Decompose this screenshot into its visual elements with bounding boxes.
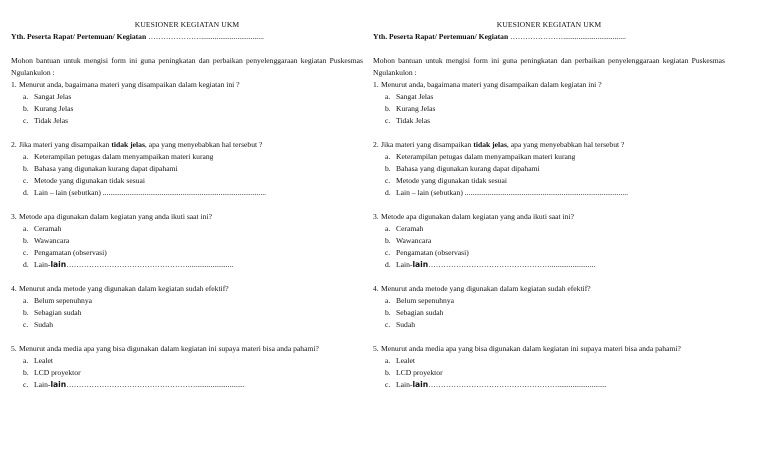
question-number: 1. [11, 80, 17, 89]
question-text-pre: Jika materi yang disampaikan [381, 140, 474, 149]
question-text-post: , apa yang menyebabkan hal tersebut ? [506, 140, 625, 149]
option-text: Kurang Jelas [396, 104, 436, 113]
question-text [381, 139, 725, 151]
option-text-pre: Lain- [396, 260, 413, 269]
questionnaire-left [11, 19, 363, 403]
option-d [373, 187, 725, 199]
addressee-line [11, 31, 363, 43]
question-number: 4. [373, 284, 379, 293]
option-dots: …………………………………………........................ [428, 260, 596, 269]
question-5 [11, 343, 363, 391]
option-letter: d. [385, 188, 391, 197]
question-number: 5. [11, 344, 17, 353]
intro-text: Mohon bantuan untuk mengisi form ini guna peningkatan dan perbaikan penyelenggaraan kegiatan Puskesmas Ngulankulon : [373, 56, 725, 77]
option-text: Pengamatan (observasi) [34, 248, 107, 257]
option-letter: a. [385, 92, 391, 101]
option-letter: b. [385, 236, 391, 245]
question-4 [11, 283, 363, 331]
option-a [11, 355, 363, 367]
questionnaire-right [373, 19, 725, 403]
option-a [373, 151, 725, 163]
option-letter: d. [23, 260, 29, 269]
option-text: Belum sepenuhnya [34, 296, 92, 305]
option-letter: b. [385, 308, 391, 317]
option-a [373, 355, 725, 367]
addressee-line [373, 31, 725, 43]
option-b [373, 367, 725, 379]
option-letter: b. [23, 164, 29, 173]
addressee-label: Yth. Peserta Rapat/ Pertemuan/ Kegiatan [373, 32, 509, 41]
option-c [373, 247, 725, 259]
option-a [11, 151, 363, 163]
option-text [34, 379, 245, 391]
question-3 [373, 211, 725, 271]
question-number: 5. [373, 344, 379, 353]
option-text: Keterampilan petugas dalam menyampaikan materi kurang [34, 152, 214, 161]
question-text [19, 139, 363, 151]
option-dots: …………………………………………........................ [66, 260, 234, 269]
addressee-dots: …………………................................. [148, 32, 264, 41]
option-letter: b. [385, 104, 391, 113]
option-c [11, 247, 363, 259]
option-letter: c. [23, 380, 29, 389]
question-5 [373, 343, 725, 391]
option-letter: d. [23, 188, 29, 197]
option-text: Belum sepenuhnya [396, 296, 454, 305]
question-number: 1. [373, 80, 379, 89]
option-letter: a. [385, 224, 391, 233]
question-number: 2. [373, 140, 379, 149]
option-text: Bahasa yang digunakan kurang dapat dipahami [34, 164, 178, 173]
option-text: Wawancara [396, 236, 432, 245]
question-2 [11, 139, 363, 199]
option-text: Ceramah [396, 224, 424, 233]
option-text: Sangat Jelas [34, 92, 72, 101]
option-letter: c. [23, 176, 29, 185]
option-text: Sebagian sudah [34, 308, 82, 317]
question-4 [373, 283, 725, 331]
option-text: Sudah [34, 320, 53, 329]
option-letter: a. [23, 152, 29, 161]
option-text: Sudah [396, 320, 415, 329]
option-letter: a. [385, 296, 391, 305]
option-text: Keterampilan petugas dalam menyampaikan materi kurang [396, 152, 576, 161]
option-letter: a. [385, 356, 391, 365]
question-text-emphasis: tidak jelas [111, 140, 145, 149]
option-letter: a. [23, 356, 29, 365]
option-letter: c. [23, 116, 29, 125]
option-b [11, 103, 363, 115]
option-text [396, 259, 595, 271]
question-number: 3. [11, 212, 17, 221]
option-letter: c. [385, 380, 391, 389]
option-a [373, 223, 725, 235]
option-c [373, 319, 725, 331]
option-text-pre: Lain- [34, 260, 51, 269]
option-letter: a. [23, 224, 29, 233]
option-text: Tidak Jelas [34, 116, 69, 125]
option-text [34, 259, 233, 271]
question-text: Menurut anda media apa yang bisa digunakan dalam kegiatan ini supaya materi bisa anda pahami? [381, 344, 681, 353]
intro-text: Mohon bantuan untuk mengisi form ini guna peningkatan dan perbaikan penyelenggaraan kegiatan Puskesmas Ngulankulon : [11, 56, 363, 77]
question-text: Menurut anda, bagaimana materi yang disampaikan dalam kegiatan ini ? [19, 80, 240, 89]
option-letter: b. [385, 164, 391, 173]
option-d [373, 259, 725, 271]
option-text: Lealet [34, 356, 53, 365]
option-text: Pengamatan (observasi) [396, 248, 469, 257]
option-dots: …………………………………………….......................... [428, 380, 607, 389]
option-text: Kurang Jelas [34, 104, 74, 113]
option-letter: a. [23, 92, 29, 101]
question-3 [11, 211, 363, 271]
option-text: Sebagian sudah [396, 308, 444, 317]
option-text: Metode yang digunakan tidak sesuai [34, 176, 145, 185]
option-b [11, 367, 363, 379]
option-c [11, 175, 363, 187]
option-letter: c. [385, 176, 391, 185]
option-c [373, 115, 725, 127]
option-a [11, 295, 363, 307]
questionnaire-title: KUESIONER KEGIATAN UKM [496, 20, 602, 29]
option-letter: b. [23, 368, 29, 377]
option-letter: b. [23, 236, 29, 245]
question-number: 4. [11, 284, 17, 293]
question-2 [373, 139, 725, 199]
option-letter: c. [385, 248, 391, 257]
question-text: Menurut anda metode yang digunakan dalam kegiatan sudah efektif? [19, 284, 229, 293]
option-letter: c. [23, 248, 29, 257]
option-b [373, 163, 725, 175]
option-text: LCD proyektor [396, 368, 443, 377]
option-a [373, 295, 725, 307]
option-text: Wawancara [34, 236, 70, 245]
option-c [373, 175, 725, 187]
option-dots: …………………………………………….......................... [66, 380, 245, 389]
question-text-pre: Jika materi yang disampaikan [19, 140, 112, 149]
option-a [373, 91, 725, 103]
option-a [11, 91, 363, 103]
question-text-emphasis: tidak jelas [473, 140, 507, 149]
addressee-dots: …………………................................. [510, 32, 626, 41]
option-a [11, 223, 363, 235]
option-letter: b. [23, 104, 29, 113]
option-text-bold: lain [412, 260, 429, 269]
option-b [373, 235, 725, 247]
question-text: Metode apa digunakan dalam kegiatan yang anda ikuti saat ini? [19, 212, 212, 221]
question-text: Menurut anda, bagaimana materi yang disampaikan dalam kegiatan ini ? [381, 80, 602, 89]
option-text-bold: lain [50, 260, 67, 269]
option-letter: d. [385, 260, 391, 269]
questionnaire-title: KUESIONER KEGIATAN UKM [134, 20, 240, 29]
question-number: 3. [373, 212, 379, 221]
option-c [373, 379, 725, 391]
option-text-pre: Lain- [34, 380, 51, 389]
option-b [373, 103, 725, 115]
option-d [11, 259, 363, 271]
question-text: Metode apa digunakan dalam kegiatan yang anda ikuti saat ini? [381, 212, 574, 221]
option-text: Metode yang digunakan tidak sesuai [396, 176, 507, 185]
option-text-bold: lain [50, 380, 67, 389]
option-c [11, 319, 363, 331]
question-1 [11, 79, 363, 127]
option-text: Tidak Jelas [396, 116, 431, 125]
option-text: Sangat Jelas [396, 92, 434, 101]
addressee-label: Yth. Peserta Rapat/ Pertemuan/ Kegiatan [11, 32, 147, 41]
option-letter: c. [23, 320, 29, 329]
option-text: Lain – lain (sebutkan) ...................................................................................... [396, 188, 629, 197]
option-b [11, 163, 363, 175]
option-d [11, 187, 363, 199]
option-letter: a. [23, 296, 29, 305]
option-text-bold: lain [412, 380, 429, 389]
option-letter: c. [385, 320, 391, 329]
option-text: Lealet [396, 356, 415, 365]
option-c [11, 379, 363, 391]
question-1 [373, 79, 725, 127]
option-b [11, 307, 363, 319]
question-number: 2. [11, 140, 17, 149]
option-text-pre: Lain- [396, 380, 413, 389]
option-letter: a. [385, 152, 391, 161]
question-text: Menurut anda metode yang digunakan dalam kegiatan sudah efektif? [381, 284, 591, 293]
option-b [373, 307, 725, 319]
option-letter: b. [385, 368, 391, 377]
option-c [11, 115, 363, 127]
option-text: Ceramah [34, 224, 62, 233]
question-text-post: , apa yang menyebabkan hal tersebut ? [144, 140, 263, 149]
option-text: Lain – lain (sebutkan) ...................................................................................... [34, 188, 267, 197]
option-b [11, 235, 363, 247]
option-letter: b. [23, 308, 29, 317]
question-text: Menurut anda media apa yang bisa digunakan dalam kegiatan ini supaya materi bisa anda pahami? [19, 344, 319, 353]
option-text: LCD proyektor [34, 368, 81, 377]
option-letter: c. [385, 116, 391, 125]
option-text: Bahasa yang digunakan kurang dapat dipahami [396, 164, 540, 173]
option-text [396, 379, 607, 391]
